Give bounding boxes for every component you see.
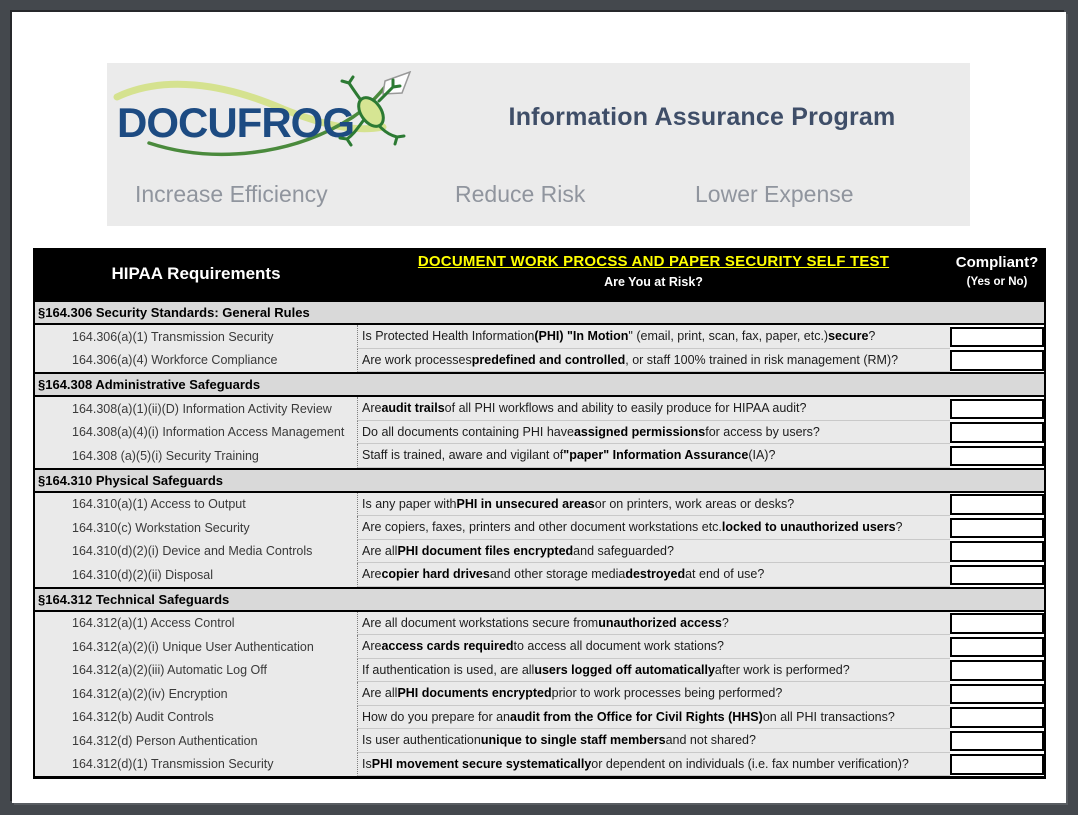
compliant-cell: [950, 421, 1044, 445]
question-cell: Are all PHI documents encrypted prior to work processes being performed?: [357, 682, 950, 706]
table-row: [35, 635, 1044, 659]
question-cell: Are audit trails of all PHI workflows and ability to easily produce for HIPAA audit?: [357, 397, 950, 421]
requirement-cell: 164.312(a)(1) Access Control: [72, 616, 235, 631]
compliant-cell: [950, 563, 1044, 587]
compliant-cell: [950, 493, 1044, 517]
requirement-cell: 164.312(b) Audit Controls: [72, 710, 214, 725]
compliant-cell: [950, 612, 1044, 636]
docufrog-logo: [113, 71, 415, 166]
question-cell: Are all PHI document files encrypted and safeguarded?: [357, 540, 950, 564]
compliant-input-cell[interactable]: [950, 494, 1044, 515]
question-cell: Are all document workstations secure from unauthorized access ?: [357, 612, 950, 636]
compliant-input-cell[interactable]: [950, 327, 1044, 348]
tagline-reduce-risk: Reduce Risk: [455, 181, 586, 207]
logo-graphic: [113, 71, 415, 166]
compliant-cell: [950, 540, 1044, 564]
section-header-row: §164.306 Security Standards: General Rules: [35, 300, 1044, 325]
table-row: [35, 753, 1044, 777]
question-cell: If authentication is used, are all users logged off automatically after work is performed?: [357, 659, 950, 683]
header-are-you-at-risk: Are You at Risk?: [604, 275, 703, 289]
compliant-input-cell[interactable]: [950, 637, 1044, 658]
requirement-cell: 164.310(d)(2)(ii) Disposal: [72, 567, 214, 582]
compliant-input-cell[interactable]: [950, 399, 1044, 420]
compliant-input-cell[interactable]: [950, 446, 1044, 467]
tagline-increase-efficiency: Increase Efficiency: [135, 181, 328, 207]
table-row: [35, 612, 1044, 636]
compliant-cell: [950, 753, 1044, 777]
question-cell: Staff is trained, aware and vigilant of "paper" Information Assurance (IA)?: [357, 444, 950, 468]
header-compliant-label: Compliant?: [955, 254, 1039, 271]
compliant-input-cell[interactable]: [950, 707, 1044, 728]
section-header-row: §164.308 Administrative Safeguards: [35, 372, 1044, 397]
header-question-column: [357, 248, 950, 300]
requirement-cell: 164.312(d)(1) Transmission Security: [72, 757, 274, 772]
table-row: [35, 397, 1044, 421]
header-hipaa-requirements: HIPAA Requirements: [111, 264, 281, 283]
compliant-cell: [950, 397, 1044, 421]
table-row: [35, 516, 1044, 540]
requirement-cell: 164.312(d) Person Authentication: [72, 733, 258, 748]
compliant-cell: [950, 516, 1044, 540]
question-cell: Is Protected Health Information (PHI) "In Motion " (email, print, scan, fax, paper, etc.) secure ?: [357, 325, 950, 349]
compliant-input-cell[interactable]: [950, 565, 1044, 586]
table-row: [35, 563, 1044, 587]
header-compliant-column: [950, 248, 1044, 300]
question-cell: Is user authentication unique to single staff members and not shared?: [357, 729, 950, 753]
question-cell: How do you prepare for an audit from the Office for Civil Rights (HHS) on all PHI transactions?: [357, 706, 950, 730]
section-header-row: §164.312 Technical Safeguards: [35, 587, 1044, 612]
compliant-cell: [950, 682, 1044, 706]
requirement-cell: 164.310(c) Workstation Security: [72, 520, 250, 535]
banner: [107, 63, 970, 226]
compliant-input-cell[interactable]: [950, 613, 1044, 634]
requirement-cell: 164.310(a)(1) Access to Output: [72, 497, 246, 512]
table-row: [35, 444, 1044, 468]
table-row: [35, 682, 1044, 706]
requirement-cell: 164.312(a)(2)(i) Unique User Authentication: [72, 639, 314, 654]
table-body: [35, 300, 1044, 776]
compliant-cell: [950, 444, 1044, 468]
compliant-input-cell[interactable]: [950, 731, 1044, 752]
compliant-input-cell[interactable]: [950, 541, 1044, 562]
table-row: [35, 706, 1044, 730]
compliant-input-cell[interactable]: [950, 518, 1044, 539]
table-row: [35, 659, 1044, 683]
logo-wordmark: DOCUFROG: [117, 99, 354, 146]
requirement-cell: 164.308(a)(1)(ii)(D) Information Activity Review: [72, 401, 332, 416]
compliant-input-cell[interactable]: [950, 754, 1044, 775]
question-cell: Is PHI movement secure systematically or dependent on individuals (i.e. fax number verification)?: [357, 753, 950, 777]
question-cell: Are copiers, faxes, printers and other document workstations etc. locked to unauthorized users ?: [357, 516, 950, 540]
compliant-cell: [950, 349, 1044, 373]
table-row: [35, 493, 1044, 517]
compliant-input-cell[interactable]: [950, 350, 1044, 371]
requirement-cell: 164.312(a)(2)(iii) Automatic Log Off: [72, 663, 268, 678]
requirement-cell: 164.308 (a)(5)(i) Security Training: [72, 448, 259, 463]
question-cell: Is any paper with PHI in unsecured areas or on printers, work areas or desks?: [357, 493, 950, 517]
question-cell: Are copier hard drives and other storage media destroyed at end of use?: [357, 563, 950, 587]
compliant-cell: [950, 635, 1044, 659]
compliant-input-cell[interactable]: [950, 660, 1044, 681]
requirement-cell: 164.306(a)(1) Transmission Security: [72, 329, 274, 344]
compliant-cell: [950, 706, 1044, 730]
compliant-cell: [950, 325, 1044, 349]
compliant-input-cell[interactable]: [950, 422, 1044, 443]
compliant-input-cell[interactable]: [950, 684, 1044, 705]
header-self-test-title: DOCUMENT WORK PROCSS AND PAPER SECURITY SELF TEST: [417, 253, 890, 270]
program-title: Information Assurance Program: [508, 103, 896, 131]
question-cell: Are work processes predefined and controlled , or staff 100% trained in risk management (RM)?: [357, 349, 950, 373]
requirement-cell: 164.306(a)(4) Workforce Compliance: [72, 353, 278, 368]
header-yes-or-no-label: (Yes or No): [966, 276, 1028, 288]
table-row: [35, 325, 1044, 349]
table-row: [35, 421, 1044, 445]
table-row: [35, 349, 1044, 373]
paper-icon: [383, 72, 410, 94]
table-row: [35, 729, 1044, 753]
tagline-lower-expense: Lower Expense: [695, 181, 854, 207]
requirement-cell: 164.310(d)(2)(i) Device and Media Controls: [72, 544, 313, 559]
table-header-row: [35, 248, 1044, 300]
table-row: [35, 540, 1044, 564]
question-cell: Are access cards required to access all document work stations?: [357, 635, 950, 659]
section-header-row: §164.310 Physical Safeguards: [35, 468, 1044, 493]
hipaa-self-test-table: [33, 248, 1046, 779]
question-cell: Do all documents containing PHI have assigned permissions for access by users?: [357, 421, 950, 445]
document-page: [12, 12, 1066, 803]
compliant-cell: [950, 659, 1044, 683]
requirement-cell: 164.312(a)(2)(iv) Encryption: [72, 686, 228, 701]
requirement-cell: 164.308(a)(4)(i) Information Access Management: [72, 425, 345, 440]
compliant-cell: [950, 729, 1044, 753]
